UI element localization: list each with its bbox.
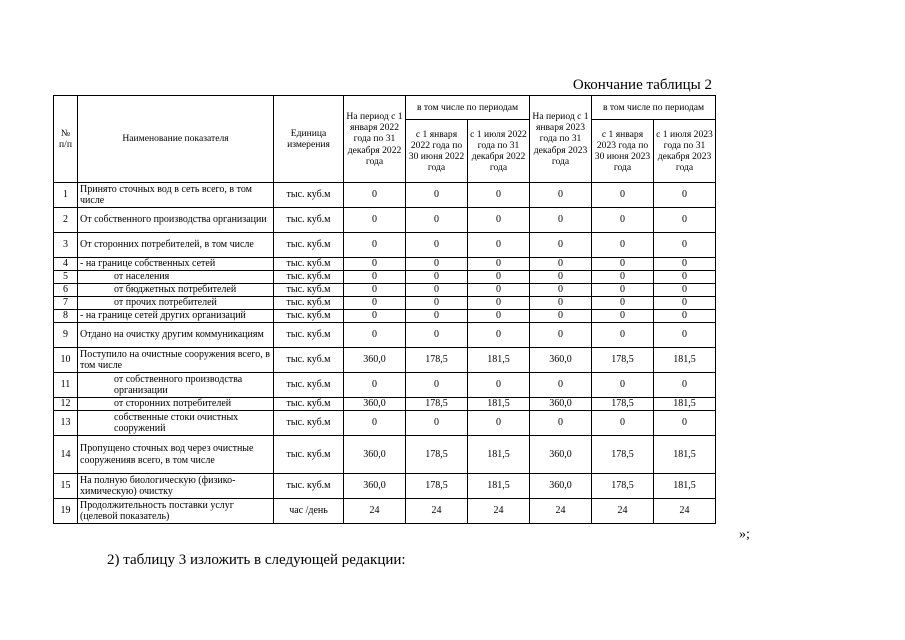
table-row [54, 233, 716, 258]
row-name: Пропущено сточных вод через очистные сооруженияв всего, в том числе [78, 436, 274, 474]
row-unit: тыс. куб.м [274, 411, 344, 436]
row-value: 0 [406, 208, 468, 233]
row-value: 24 [592, 499, 654, 524]
header-period-2022: На период с 1 января 2022 года по 31 декабря 2022 года [344, 96, 406, 183]
row-name: от сторонних потребителей [78, 398, 274, 411]
row-value: 0 [592, 373, 654, 398]
row-value: 0 [530, 208, 592, 233]
row-value: 24 [654, 499, 716, 524]
row-value: 0 [592, 233, 654, 258]
row-number: 3 [54, 233, 78, 258]
row-value: 0 [406, 284, 468, 297]
row-unit: тыс. куб.м [274, 271, 344, 284]
row-value: 0 [654, 258, 716, 271]
row-value: 0 [344, 183, 406, 208]
row-value: 0 [344, 233, 406, 258]
row-value: 0 [530, 183, 592, 208]
row-number: 9 [54, 323, 78, 348]
row-value: 181,5 [654, 398, 716, 411]
row-value: 178,5 [592, 436, 654, 474]
row-value: 0 [468, 411, 530, 436]
row-value: 0 [530, 323, 592, 348]
row-value: 178,5 [406, 398, 468, 411]
row-value: 181,5 [468, 348, 530, 373]
row-value: 0 [344, 310, 406, 323]
row-value: 181,5 [654, 436, 716, 474]
row-value: 0 [654, 271, 716, 284]
header-incl-2023: в том числе по периодам [592, 96, 716, 120]
row-number: 15 [54, 474, 78, 499]
row-unit: тыс. куб.м [274, 183, 344, 208]
row-value: 181,5 [468, 398, 530, 411]
row-value: 0 [654, 208, 716, 233]
row-value: 0 [654, 323, 716, 348]
table-row [54, 398, 716, 411]
row-number: 6 [54, 284, 78, 297]
row-value: 24 [406, 499, 468, 524]
row-value: 0 [344, 373, 406, 398]
row-unit: тыс. куб.м [274, 284, 344, 297]
table-row [54, 208, 716, 233]
row-value: 360,0 [344, 436, 406, 474]
header-h2-2023: с 1 июля 2023 года по 31 декабря 2023 года [654, 120, 716, 183]
row-value: 0 [654, 297, 716, 310]
row-number: 8 [54, 310, 78, 323]
row-value: 0 [406, 310, 468, 323]
row-number: 12 [54, 398, 78, 411]
row-value: 0 [406, 258, 468, 271]
table-row [54, 436, 716, 474]
row-value: 0 [468, 271, 530, 284]
row-number: 4 [54, 258, 78, 271]
header-unit: Единица измерения [274, 96, 344, 183]
row-value: 0 [654, 233, 716, 258]
row-number: 2 [54, 208, 78, 233]
row-name: от бюджетных потребителей [78, 284, 274, 297]
header-h1-2022: с 1 января 2022 года по 30 июня 2022 года [406, 120, 468, 183]
row-value: 0 [406, 183, 468, 208]
row-value: 0 [592, 310, 654, 323]
table-row [54, 183, 716, 208]
row-number: 5 [54, 271, 78, 284]
row-value: 0 [592, 271, 654, 284]
row-value: 0 [654, 310, 716, 323]
row-value: 360,0 [530, 398, 592, 411]
row-name: На полную биологическую (физико-химическую) очистку [78, 474, 274, 499]
row-value: 0 [468, 284, 530, 297]
row-value: 0 [344, 258, 406, 271]
row-value: 360,0 [344, 474, 406, 499]
row-value: 0 [468, 233, 530, 258]
row-value: 0 [592, 208, 654, 233]
row-number: 14 [54, 436, 78, 474]
row-value: 0 [406, 271, 468, 284]
row-number: 13 [54, 411, 78, 436]
row-value: 0 [592, 258, 654, 271]
row-name: от населения [78, 271, 274, 284]
row-value: 0 [406, 411, 468, 436]
row-name: собственные стоки очистных сооружений [78, 411, 274, 436]
row-unit: тыс. куб.м [274, 323, 344, 348]
row-value: 0 [592, 323, 654, 348]
row-value: 0 [468, 183, 530, 208]
row-unit: тыс. куб.м [274, 233, 344, 258]
row-value: 0 [406, 233, 468, 258]
table-row [54, 297, 716, 310]
table-row [54, 258, 716, 271]
row-value: 0 [344, 323, 406, 348]
row-unit: час /день [274, 499, 344, 524]
row-value: 360,0 [530, 474, 592, 499]
row-value: 181,5 [654, 474, 716, 499]
row-value: 360,0 [530, 436, 592, 474]
header-name: Наименование показателя [78, 96, 274, 183]
row-name: Поступило на очистные сооружения всего, в том числе [78, 348, 274, 373]
header-num: № п/п [54, 96, 78, 183]
row-value: 0 [654, 373, 716, 398]
row-value: 0 [530, 233, 592, 258]
row-value: 360,0 [344, 348, 406, 373]
row-value: 0 [592, 411, 654, 436]
table-row [54, 323, 716, 348]
row-unit: тыс. куб.м [274, 373, 344, 398]
table-caption: Окончание таблицы 2 [572, 77, 712, 93]
row-value: 0 [344, 271, 406, 284]
row-value: 0 [654, 183, 716, 208]
header-incl-2022: в том числе по периодам [406, 96, 530, 120]
row-unit: тыс. куб.м [274, 348, 344, 373]
row-value: 178,5 [406, 436, 468, 474]
row-value: 0 [654, 284, 716, 297]
row-number: 10 [54, 348, 78, 373]
row-value: 181,5 [468, 474, 530, 499]
row-value: 0 [530, 310, 592, 323]
row-number: 7 [54, 297, 78, 310]
header-period-2023: На период с 1 января 2023 года по 31 декабря 2023 года [530, 96, 592, 183]
row-value: 0 [468, 208, 530, 233]
row-value: 0 [406, 323, 468, 348]
row-value: 0 [468, 323, 530, 348]
closing-quote: »; [739, 527, 750, 542]
table-row [54, 411, 716, 436]
row-number: 11 [54, 373, 78, 398]
row-value: 0 [344, 297, 406, 310]
row-value: 0 [344, 284, 406, 297]
row-value: 0 [592, 183, 654, 208]
table-row [54, 474, 716, 499]
row-name: от собственного производства организации [78, 373, 274, 398]
row-value: 181,5 [654, 348, 716, 373]
row-value: 360,0 [344, 398, 406, 411]
row-name: От собственного производства организации [78, 208, 274, 233]
row-value: 0 [406, 373, 468, 398]
row-unit: тыс. куб.м [274, 398, 344, 411]
row-value: 178,5 [406, 474, 468, 499]
row-number: 19 [54, 499, 78, 524]
row-value: 0 [530, 297, 592, 310]
row-value: 0 [530, 258, 592, 271]
row-value: 0 [468, 258, 530, 271]
row-unit: тыс. куб.м [274, 436, 344, 474]
row-value: 24 [468, 499, 530, 524]
row-name: От сторонних потребителей, в том числе [78, 233, 274, 258]
paragraph: 2) таблицу 3 изложить в следующей редакции: [107, 552, 406, 568]
table-row [54, 271, 716, 284]
table-row [54, 284, 716, 297]
row-name: - на границе сетей других организаций [78, 310, 274, 323]
row-value: 0 [406, 297, 468, 310]
table-row [54, 373, 716, 398]
row-value: 178,5 [592, 348, 654, 373]
row-value: 178,5 [406, 348, 468, 373]
row-value: 0 [468, 310, 530, 323]
row-value: 360,0 [530, 348, 592, 373]
row-value: 0 [592, 284, 654, 297]
table-row [54, 310, 716, 323]
row-unit: тыс. куб.м [274, 310, 344, 323]
row-name: - на границе собственных сетей [78, 258, 274, 271]
row-unit: тыс. куб.м [274, 297, 344, 310]
data-table [53, 95, 716, 524]
row-value: 0 [344, 208, 406, 233]
row-value: 0 [344, 411, 406, 436]
row-value: 178,5 [592, 474, 654, 499]
table-row [54, 348, 716, 373]
row-value: 0 [530, 373, 592, 398]
row-value: 178,5 [592, 398, 654, 411]
row-name: Продолжительность поставки услуг (целевой показатель) [78, 499, 274, 524]
row-value: 0 [654, 411, 716, 436]
row-name: Принято сточных вод в сеть всего, в том числе [78, 183, 274, 208]
header-h1-2023: с 1 января 2023 года по 30 июня 2023 года [592, 120, 654, 183]
row-value: 0 [592, 297, 654, 310]
row-name: от прочих потребителей [78, 297, 274, 310]
row-unit: тыс. куб.м [274, 474, 344, 499]
row-value: 181,5 [468, 436, 530, 474]
table-row [54, 499, 716, 524]
row-value: 0 [530, 284, 592, 297]
row-value: 24 [344, 499, 406, 524]
row-unit: тыс. куб.м [274, 258, 344, 271]
row-value: 0 [468, 297, 530, 310]
row-value: 24 [530, 499, 592, 524]
row-value: 0 [530, 411, 592, 436]
row-unit: тыс. куб.м [274, 208, 344, 233]
header-h2-2022: с 1 июля 2022 года по 31 декабря 2022 года [468, 120, 530, 183]
row-name: Отдано на очистку другим коммуникациям [78, 323, 274, 348]
row-number: 1 [54, 183, 78, 208]
row-value: 0 [468, 373, 530, 398]
row-value: 0 [530, 271, 592, 284]
